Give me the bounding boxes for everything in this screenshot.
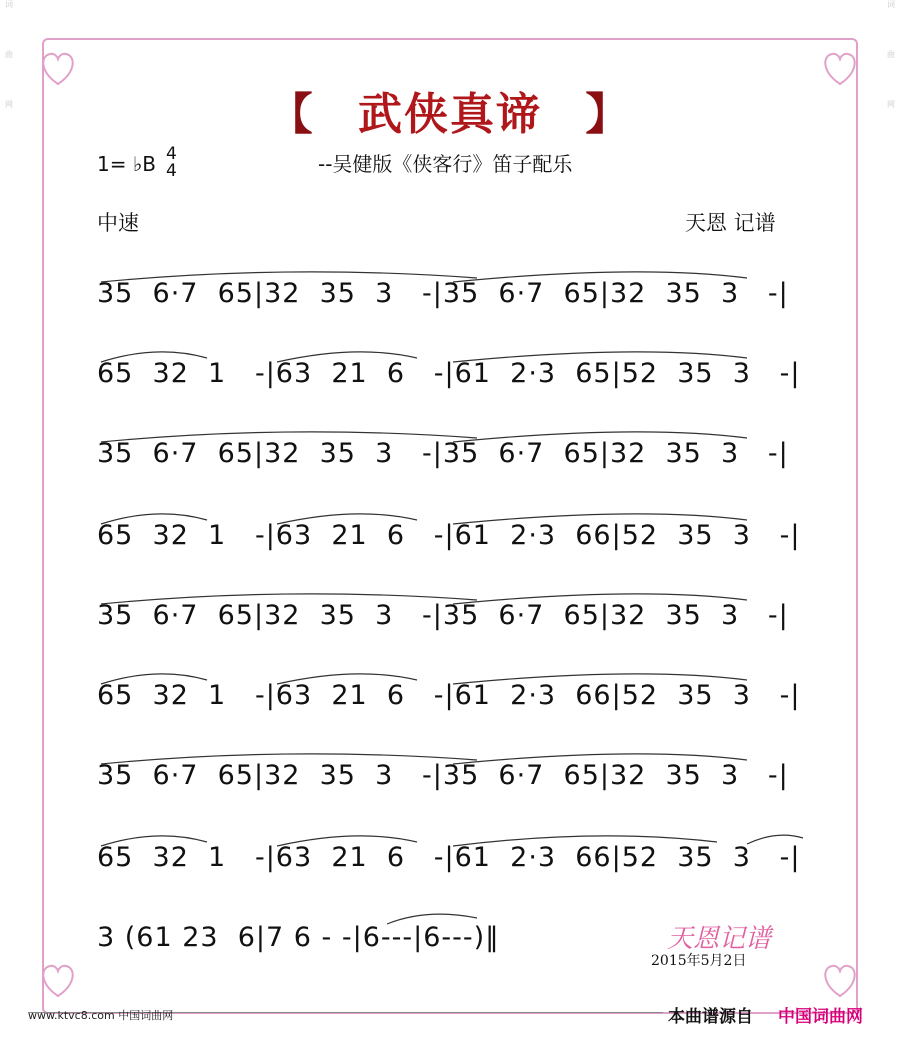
time-signature: 4 4 [166,144,177,181]
score-line [97,744,807,804]
score-line [97,584,807,644]
score-line [97,422,807,482]
heart-icon-bottom-right [818,958,862,1002]
notation-text: 35 6·7 65|32 35 3 -|35 6·7 65|32 35 3 -| [97,278,789,309]
notation-text: 65 32 1 -|63 21 6 -|61 2·3 66|52 35 3 -| [97,842,801,873]
notation-text: 65 32 1 -|63 21 6 -|61 2·3 66|52 35 3 -| [97,680,801,711]
score-line [97,504,807,564]
tempo-marking: 中速 [97,211,139,235]
source-label: 本曲谱源自 [668,1007,753,1027]
transcriber-credit: 天恩 记谱 [685,211,776,235]
heart-icon-bottom-left [36,958,80,1002]
transcription-date: 2015年5月2日 [651,953,747,969]
notation-text: 65 32 1 -|63 21 6 -|61 2·3 65|52 35 3 -| [97,358,801,389]
subtitle: --吴健版《侠客行》笛子配乐 [318,152,573,176]
left-watermark: 词 曲 网 [5,0,13,109]
key-signature: 1= ♭B [97,152,156,176]
notation-text: 65 32 1 -|63 21 6 -|61 2·3 66|52 35 3 -| [97,520,801,551]
site-name-link[interactable]: 中国词曲网 [778,1007,863,1027]
notation-text: 35 6·7 65|32 35 3 -|35 6·7 65|32 35 3 -| [97,438,789,469]
notation-text: 35 6·7 65|32 35 3 -|35 6·7 65|32 35 3 -| [97,600,789,631]
notation-text: 3 (61 23 6|7 6 - -|6---|6---)‖ [97,922,500,953]
right-watermark: 词 曲 网 [887,0,895,109]
score-line [97,826,807,886]
score-line [97,664,807,724]
score-line [97,262,807,322]
score-line [97,342,807,402]
song-title: 【 武侠真谛 】 [268,89,632,140]
footer-url[interactable]: www.ktvc8.com 中国词曲网 [28,1009,174,1022]
handwritten-signature: 天恩记谱 [667,924,772,954]
notation-text: 35 6·7 65|32 35 3 -|35 6·7 65|32 35 3 -| [97,760,789,791]
